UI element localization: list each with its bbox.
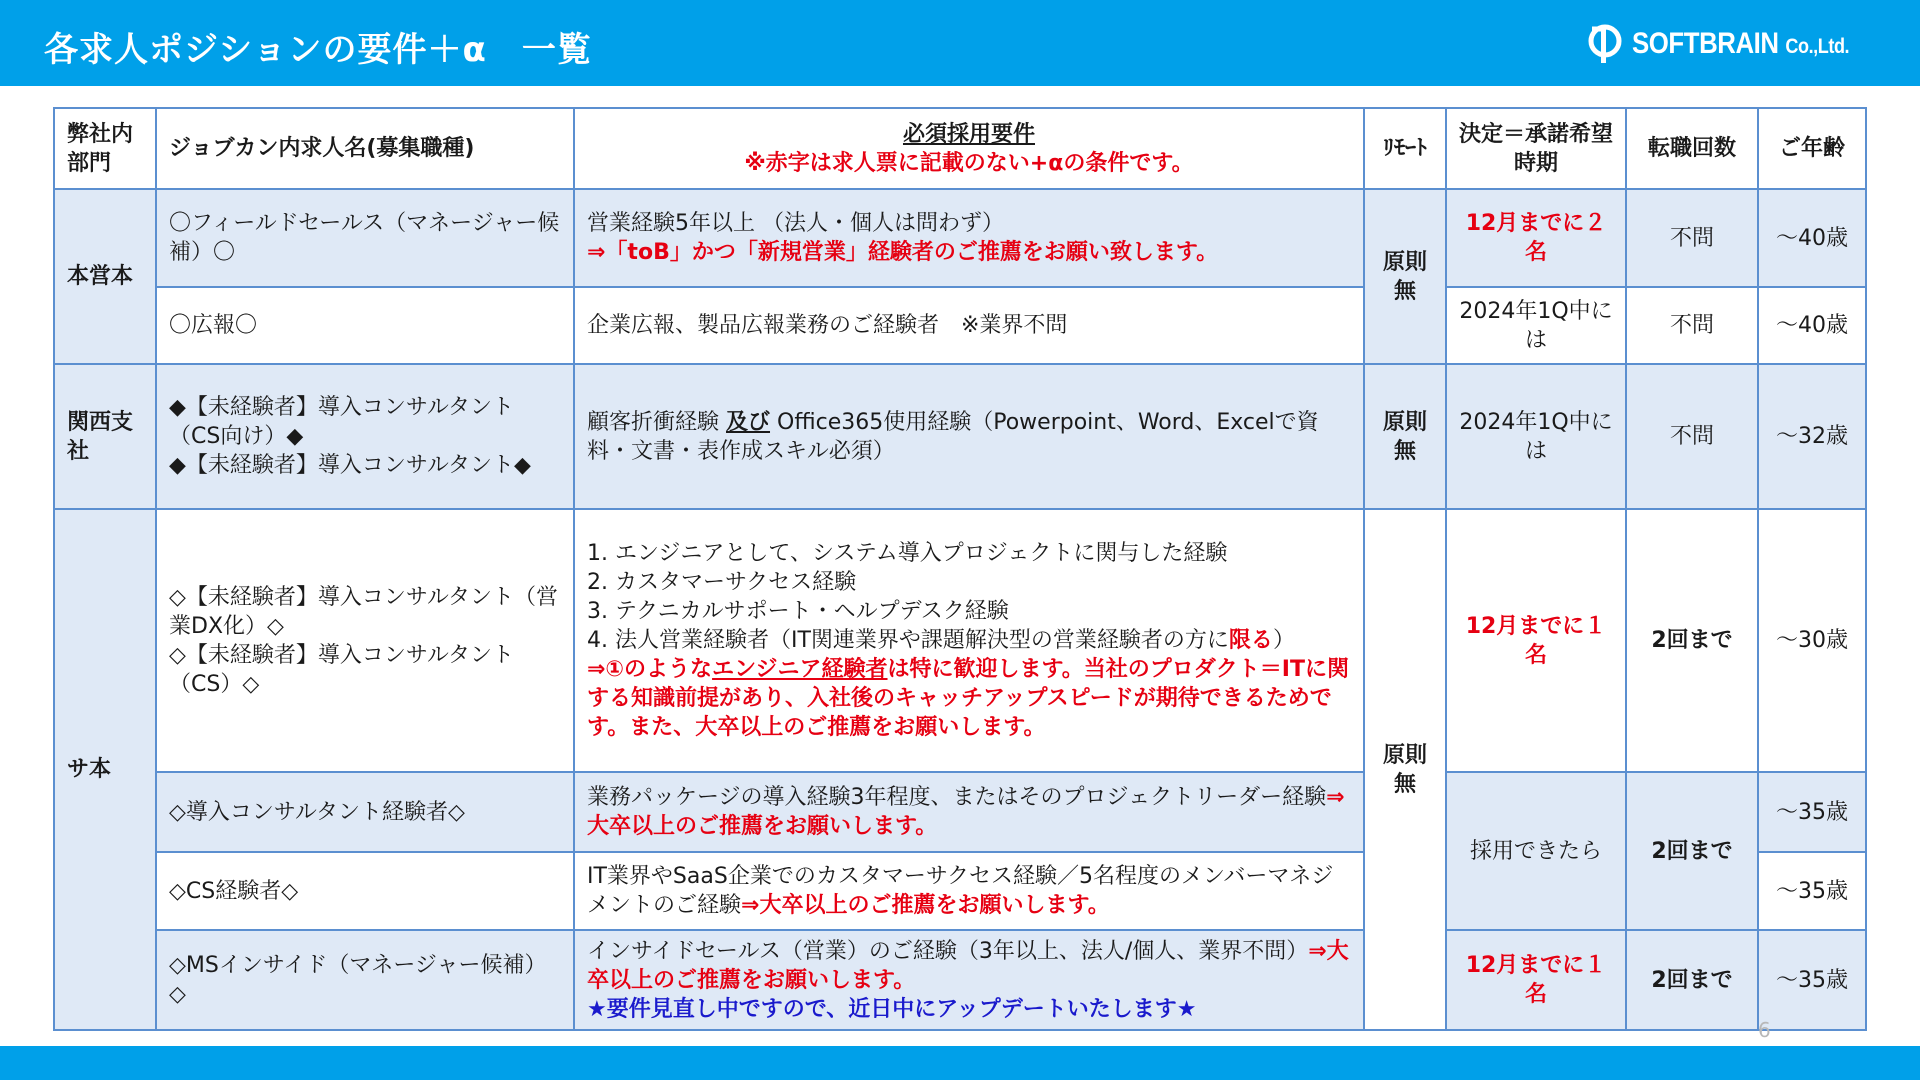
job-cell: 〇フィールドセールス（マネージャー候補）〇	[156, 189, 574, 287]
softbrain-logo-icon	[1588, 21, 1628, 67]
header-timing: 決定＝承諾希望時期	[1446, 108, 1626, 189]
timing-cell: 2024年1Q中には	[1446, 287, 1626, 364]
table-row	[54, 930, 1866, 1030]
requirement-and: 及び	[726, 409, 771, 435]
job-cell: ◇MSインサイド（マネージャー候補）◇	[156, 930, 574, 1030]
job-cell	[156, 364, 574, 509]
update-notice: ★要件見直し中ですので、近日中にアップデートいたします★	[587, 996, 1197, 1022]
header-req-note: ※赤字は求人票に記載のない+αの条件です。	[744, 150, 1194, 176]
table-header-row	[54, 108, 1866, 189]
changes-cell: 2回まで	[1626, 930, 1758, 1030]
header-req-title: 必須採用要件	[902, 121, 1035, 147]
page-number: 6	[1758, 1018, 1771, 1042]
requirement-cell	[574, 509, 1364, 772]
job-title: ◆【未経験者】導入コンサルタント（CS向け）◆	[169, 395, 514, 449]
requirement-cell: 業務パッケージの導入経験3年程度、またはそのプロジェクトリーダー経験⇒大卒以上のご推薦をお願いします。	[574, 772, 1364, 852]
header-requirements	[574, 108, 1364, 189]
header-remote: ﾘﾓｰﾄ	[1364, 108, 1446, 189]
changes-cell: 不問	[1626, 364, 1758, 509]
age-cell: ～35歳	[1758, 772, 1866, 852]
requirement-list	[587, 539, 1351, 655]
header-dept: 弊社内部門	[54, 108, 156, 189]
changes-cell: 不問	[1626, 287, 1758, 364]
table-row	[54, 772, 1866, 852]
job-cell	[156, 509, 574, 772]
requirement-cell: 企業広報、製品広報業務のご経験者 ※業界不問	[574, 287, 1364, 364]
age-cell: ～40歳	[1758, 189, 1866, 287]
header-bar	[0, 0, 1920, 86]
table-row	[54, 364, 1866, 509]
job-cell: 〇広報〇	[156, 287, 574, 364]
age-cell: ～32歳	[1758, 364, 1866, 509]
list-item: 2. カスタマーサクセス経験	[587, 570, 857, 595]
requirement-extra: ⇒①のようなエンジニア経験者は特に歓迎します。当社のプロダクト＝ITに関する知識前提があり、入社後のキャッチアップスピードが期待できるためです。また、大卒以上のご推薦をお願いします。	[587, 657, 1349, 740]
list-item: 3. テクニカルサポート・ヘルプデスク経験	[587, 599, 1009, 624]
job-title: ◇【未経験者】導入コンサルタント（CS）◇	[169, 642, 514, 697]
age-cell: ～35歳	[1758, 852, 1866, 930]
age-cell: ～35歳	[1758, 930, 1866, 1030]
footer-bar	[0, 1046, 1920, 1080]
dept-cell: サ本	[54, 509, 156, 1030]
softbrain-logo	[1588, 16, 1885, 72]
changes-cell: 2回まで	[1626, 772, 1758, 930]
requirement-cell	[574, 189, 1364, 287]
requirement-cell: 顧客折衝経験 及び Office365使用経験（Powerpoint、Word、Excelで資料・文書・表作成スキル必須）	[574, 364, 1364, 509]
remote-cell: 原則無	[1364, 364, 1446, 509]
age-cell: ～40歳	[1758, 287, 1866, 364]
table-row	[54, 287, 1866, 364]
remote-cell: 原則無	[1364, 189, 1446, 364]
header-changes: 転職回数	[1626, 108, 1758, 189]
timing-cell: 12月までに１名	[1446, 930, 1626, 1030]
requirement-extra: ⇒「toB」かつ「新規営業」経験者のご推薦をお願い致します。	[587, 240, 1219, 265]
changes-cell: 2回まで	[1626, 509, 1758, 772]
header-job: ジョブカン内求人名(募集職種)	[156, 108, 574, 189]
job-cell: ◇導入コンサルタント経験者◇	[156, 772, 574, 852]
timing-cell: 12月までに２名	[1446, 189, 1626, 287]
list-item: 4. 法人営業経験者（IT関連業界や課題解決型の営業経験者の方に限る）	[587, 628, 1295, 653]
age-cell: ～30歳	[1758, 509, 1866, 772]
job-title: ◇【未経験者】導入コンサルタント（営業DX化）◇	[169, 584, 558, 639]
timing-cell: 2024年1Q中には	[1446, 364, 1626, 509]
table-row	[54, 509, 1866, 772]
job-title: ◆【未経験者】導入コンサルタント◆	[169, 453, 531, 478]
requirement-cell: IT業界やSaaS企業でのカスタマーサクセス経験／5名程度のメンバーマネジメントのご経験⇒大卒以上のご推薦をお願いします。	[574, 852, 1364, 930]
timing-cell: 採用できたら	[1446, 772, 1626, 930]
list-item: 1. エンジニアとして、システム導入プロジェクトに関与した経験	[587, 541, 1228, 566]
timing-cell: 12月までに１名	[1446, 509, 1626, 772]
dept-cell: 本営本	[54, 189, 156, 364]
dept-cell: 関西支社	[54, 364, 156, 509]
positions-table	[53, 107, 1867, 1031]
requirement-cell: インサイドセールス（営業）のご経験（3年以上、法人/個人、業界不問）⇒大卒以上のご推薦をお願いします。 ★要件見直し中ですので、近日中にアップデートいたします★	[574, 930, 1364, 1030]
logo-text: SOFTBRAIN Co.,Ltd.	[1631, 27, 1849, 60]
remote-cell: 原則無	[1364, 509, 1446, 1030]
page-title: 各求人ポジションの要件＋α 一覧	[44, 30, 592, 70]
table-row	[54, 189, 1866, 287]
changes-cell: 不問	[1626, 189, 1758, 287]
header-age: ご年齢	[1758, 108, 1866, 189]
requirement-text: 営業経験5年以上 （法人・個人は問わず）	[587, 211, 1004, 236]
job-cell: ◇CS経験者◇	[156, 852, 574, 930]
